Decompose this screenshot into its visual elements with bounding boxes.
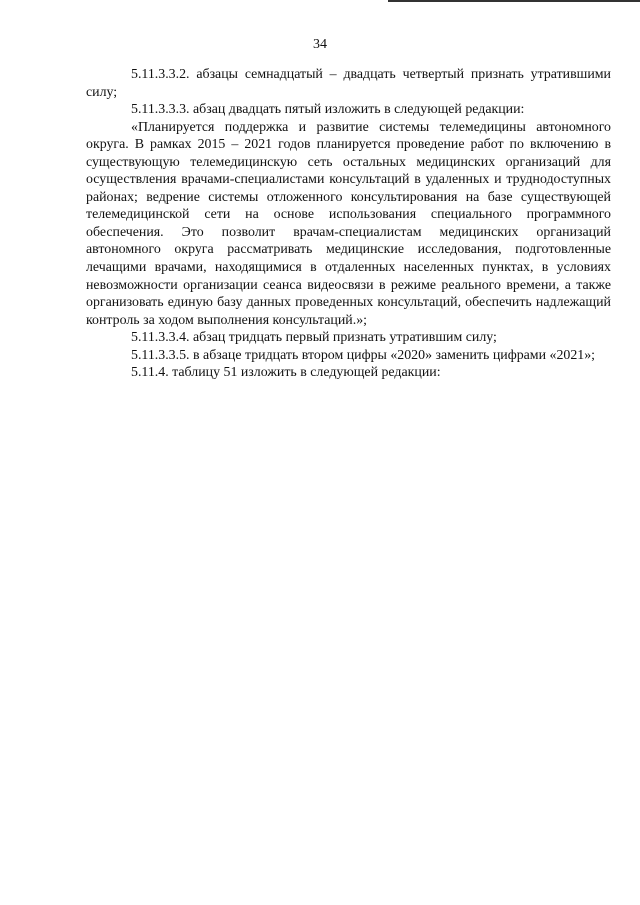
- top-edge-rule: [388, 0, 640, 2]
- paragraph-5-11-3-3-3: 5.11.3.3.3. абзац двадцать пятый изложить в следующей редакции:: [131, 102, 525, 118]
- document-body: [86, 66, 611, 382]
- paragraph-telemedicine-quote: «Планируется поддержка и развитие системы телемедицины автономного округа. В рамках 2015 – 2021 годов планируется проведение работ по включению в существующую телемедицинскую сеть остальных медицинских организаций для осуществления врачами-специалистами консультаций в удаленных и труднодоступных районах; ведрение системы отложенного консультирования на базе существующей телемедицинской сети на основе использования специального программного обеспечения. Это позволит врачам-специалистам медицинских организаций автономного округа рассматривать медицинские исследования, подготовленные лечащими врачами, находящимися в отдаленных населенных пунктах, в условиях невозможности организации сеанса видеосвязи в режиме реального времени, а также организовать единую базу данных проведенных консультаций, обеспечить надлежащий контроль за ходом выполнения консультаций.»;: [86, 119, 611, 328]
- paragraph-5-11-4: 5.11.4. таблицу 51 изложить в следующей редакции:: [131, 365, 441, 381]
- paragraph-5-11-3-3-5: 5.11.3.3.5. в абзаце тридцать втором цифры «2020» заменить цифрами «2021»;: [131, 347, 596, 363]
- paragraph-5-11-3-3-2: 5.11.3.3.2. абзацы семнадцатый – двадцать четвертый признать утратившими силу;: [86, 67, 611, 100]
- page-number: 34: [313, 37, 327, 52]
- paragraph-5-11-3-3-4: 5.11.3.3.4. абзац тридцать первый признать утратившим силу;: [131, 330, 497, 346]
